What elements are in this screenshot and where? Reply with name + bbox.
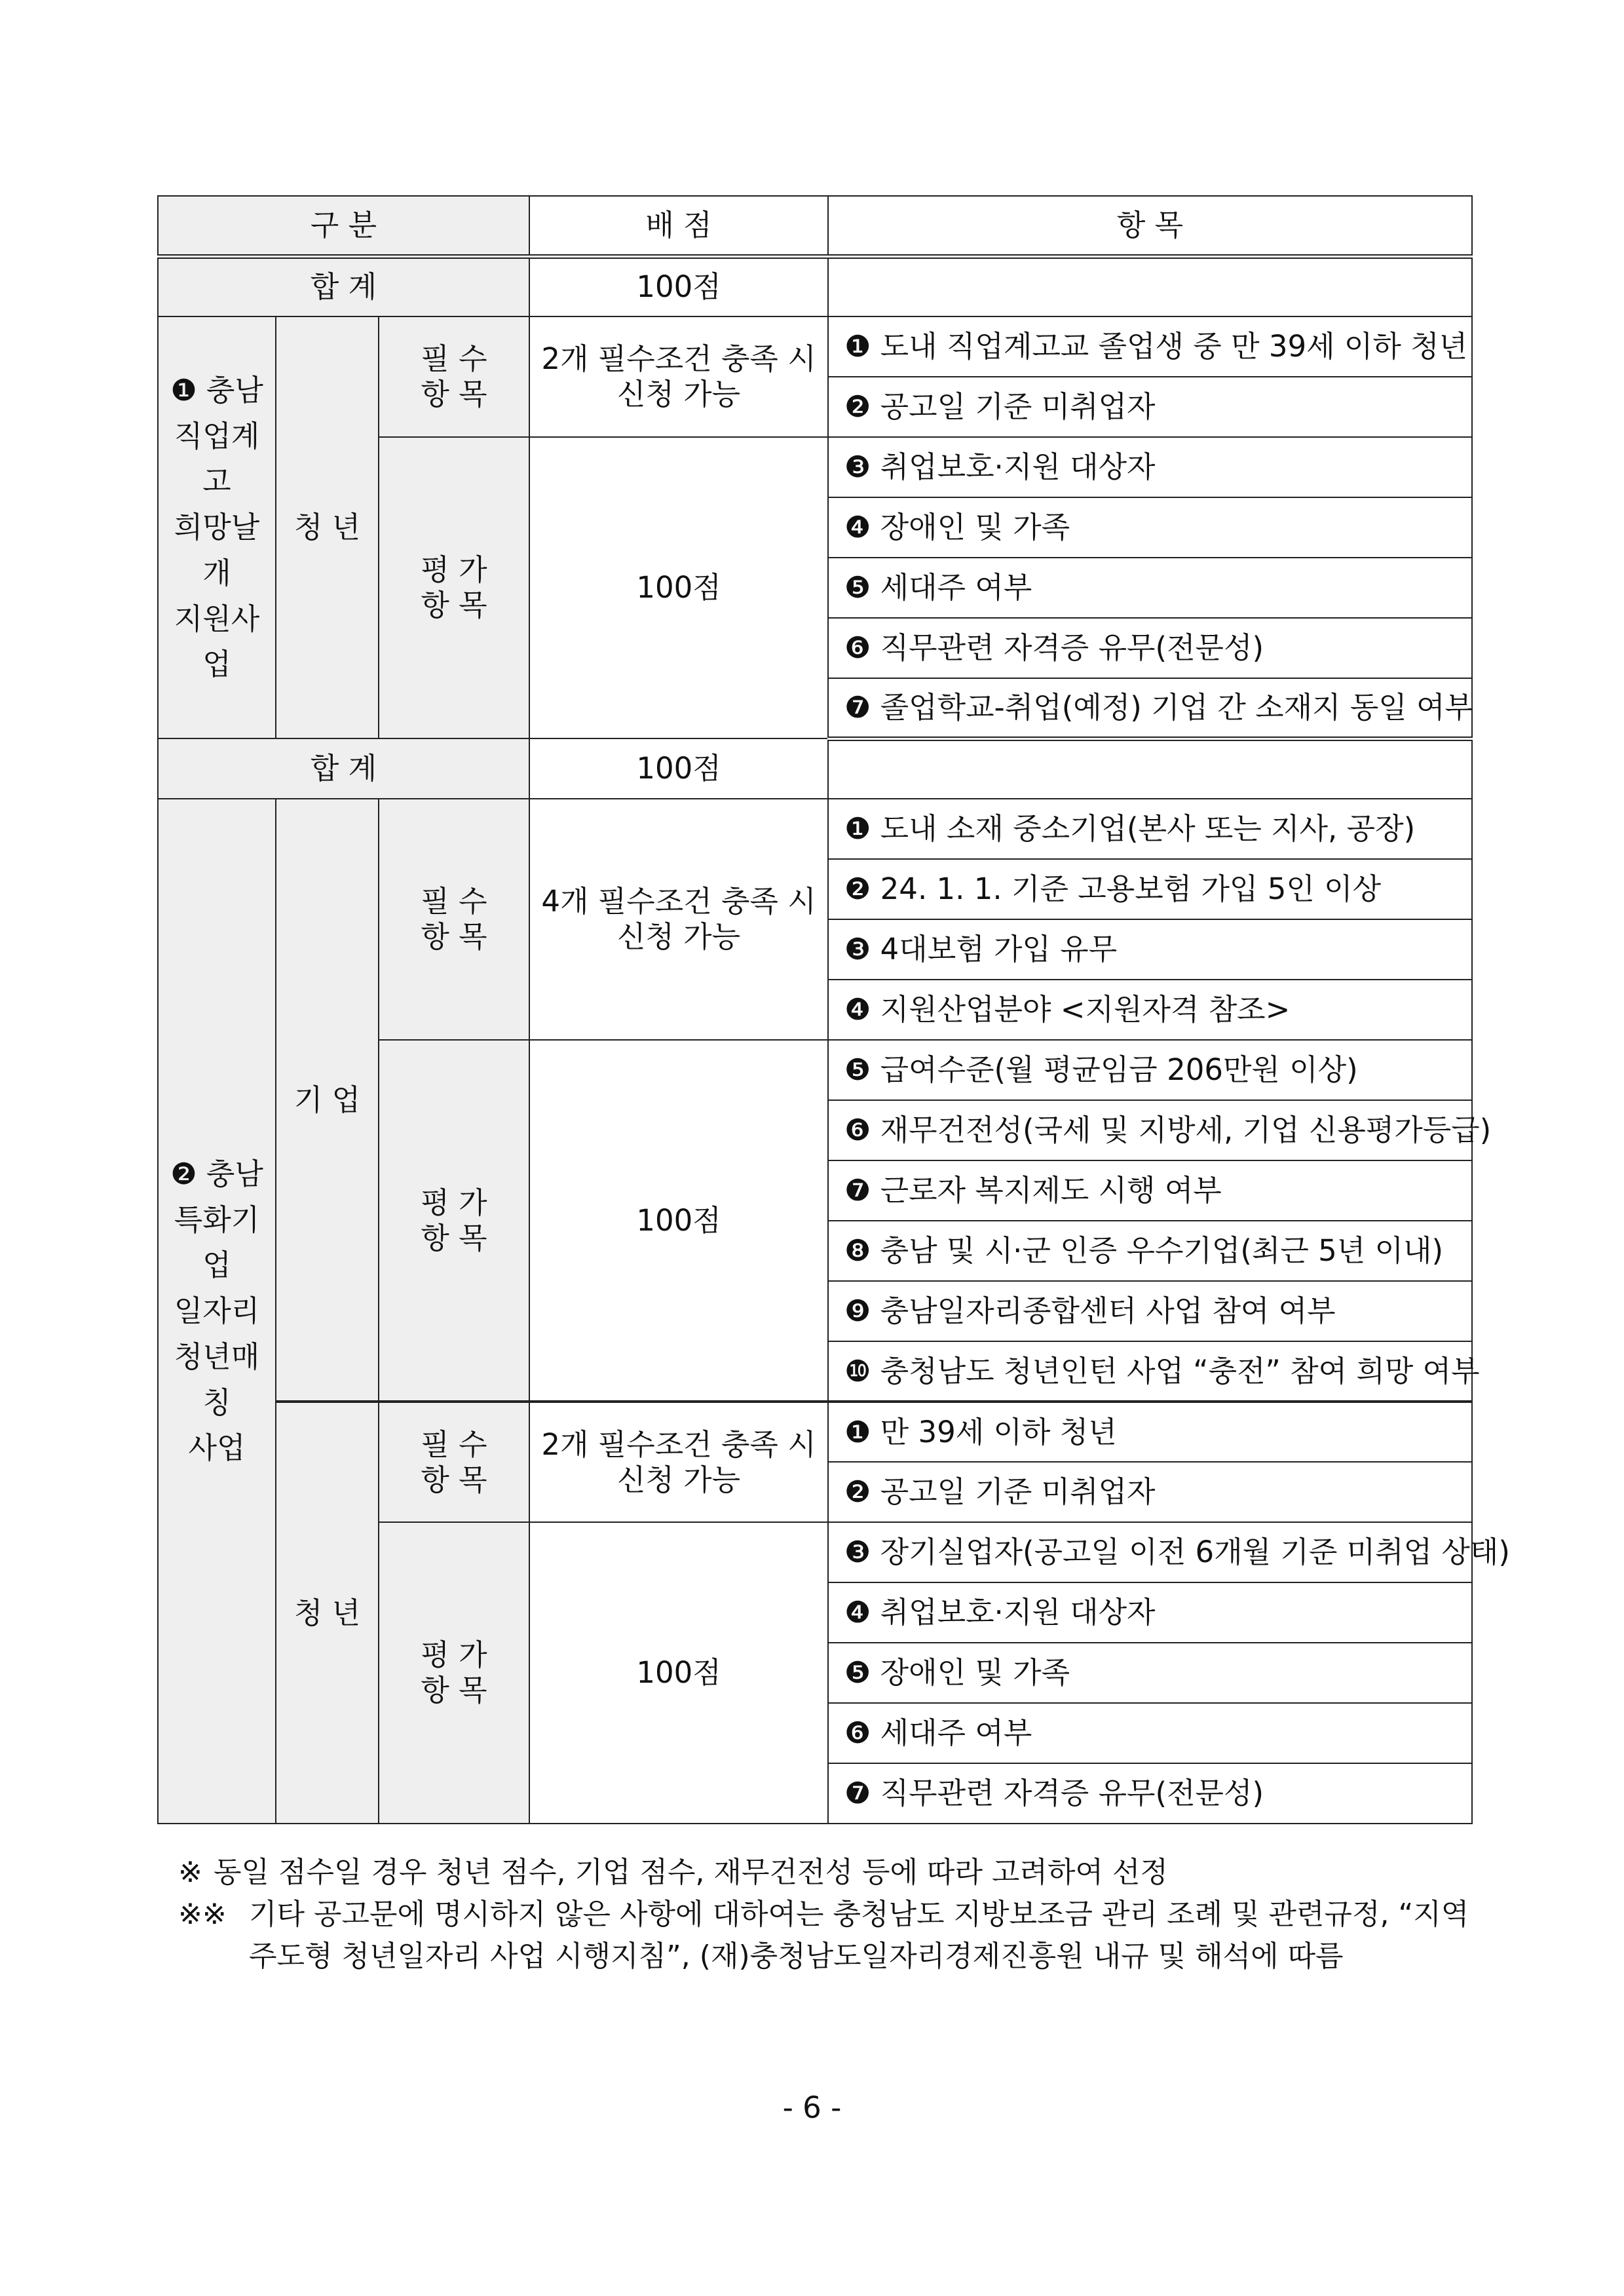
section1-required-label: 필 수 항 목: [379, 316, 529, 437]
criteria-item: ❿ 충청남도 청년인턴 사업 “충전” 참여 희망 여부: [828, 1341, 1472, 1402]
section1-total-row: [158, 256, 1472, 316]
section2-youth-required-label: 필 수 항 목: [379, 1402, 529, 1522]
section2-youth-target: 청 년: [276, 1402, 379, 1824]
section2-company-required-score: 4개 필수조건 충족 시 신청 가능: [529, 799, 828, 1040]
section2-youth-evaluation-label: 평 가 항 목: [379, 1522, 529, 1824]
criteria-item: ❺ 급여수준(월 평균임금 206만원 이상): [828, 1040, 1472, 1100]
footnotes: [178, 1852, 1475, 1978]
section1-required-score: 2개 필수조건 충족 시 신청 가능: [529, 316, 828, 437]
criteria-item: ❼ 직무관련 자격증 유무(전문성): [828, 1763, 1472, 1824]
criteria-item: ❻ 재무건전성(국세 및 지방세, 기업 신용평가등급): [828, 1100, 1472, 1160]
header-category: 구 분: [158, 196, 529, 256]
section1-program-text: ❶ 충남 직업계고 희망날개 지원사업: [170, 372, 263, 682]
section1-evaluation-score: 100점: [529, 437, 828, 738]
criteria-item: ❺ 세대주 여부: [828, 558, 1472, 618]
criteria-item: ❹ 장애인 및 가족: [828, 497, 1472, 558]
criteria-item: ❻ 세대주 여부: [828, 1703, 1472, 1763]
criteria-item: ❺ 장애인 및 가족: [828, 1643, 1472, 1703]
section1-program: [158, 316, 276, 738]
section2-company-target: 기 업: [276, 799, 379, 1402]
header-score: 배 점: [529, 196, 828, 256]
table-row: [158, 799, 1472, 859]
section2-total-label: 합 계: [158, 738, 529, 799]
section1-total-label: 합 계: [158, 256, 529, 316]
section2-company-evaluation-score: 100점: [529, 1040, 828, 1402]
section2-total-score: 100점: [529, 738, 828, 799]
section1-target: 청 년: [276, 316, 379, 738]
section2-company-required-label: 필 수 항 목: [379, 799, 529, 1040]
section1-total-empty: [828, 256, 1472, 316]
footnote-text: 기타 공고문에 명시하지 않은 사항에 대하여는 충청남도 지방보조금 관리 조례 및 관련규정, “지역주도형 청년일자리 사업 시행지침”, (재)충청남도일자리경제진흥원 내규 및 해석에 따름: [249, 1898, 1469, 1973]
header-items: 항 목: [828, 196, 1472, 256]
table-row: [158, 316, 1472, 377]
section2-program-text: ❷ 충남 특화기업 일자리 청년매칭 사업: [170, 1156, 263, 1466]
criteria-item: ❼ 졸업학교-취업(예정) 기업 간 소재지 동일 여부: [828, 678, 1472, 738]
criteria-item: ❽ 충남 및 시·군 인증 우수기업(최근 5년 이내): [828, 1221, 1472, 1281]
section2-program: [158, 799, 276, 1824]
criteria-item: ❶ 도내 소재 중소기업(본사 또는 지사, 공장): [828, 799, 1472, 859]
section2-company-evaluation-label: 평 가 항 목: [379, 1040, 529, 1402]
section2-youth-required-score: 2개 필수조건 충족 시 신청 가능: [529, 1402, 828, 1522]
footnote: [178, 1894, 1475, 1978]
section2-total-row: [158, 738, 1472, 799]
footnote-mark: ※※: [178, 1898, 227, 1931]
criteria-item: ❷ 24. 1. 1. 기준 고용보험 가입 5인 이상: [828, 859, 1472, 919]
page-number: - 6 -: [782, 2090, 842, 2125]
criteria-item: ❶ 도내 직업계고교 졸업생 중 만 39세 이하 청년: [828, 316, 1472, 377]
table-row: [158, 1402, 1472, 1462]
criteria-item: ❹ 취업보호·지원 대상자: [828, 1582, 1472, 1643]
section2-youth-evaluation-score: 100점: [529, 1522, 828, 1824]
scoring-table: [157, 195, 1510, 1824]
criteria-item: ❹ 지원산업분야 <지원자격 참조>: [828, 980, 1472, 1040]
criteria-item: ❸ 장기실업자(공고일 이전 6개월 기준 미취업 상태): [828, 1522, 1472, 1582]
section1-total-score: 100점: [529, 256, 828, 316]
criteria-item: ❷ 공고일 기준 미취업자: [828, 377, 1472, 437]
criteria-item: ❾ 충남일자리종합센터 사업 참여 여부: [828, 1281, 1472, 1341]
table-header-row: [158, 196, 1472, 256]
criteria-item: ❻ 직무관련 자격증 유무(전문성): [828, 618, 1472, 678]
criteria-item: ❸ 취업보호·지원 대상자: [828, 437, 1472, 497]
criteria-item: ❷ 공고일 기준 미취업자: [828, 1462, 1472, 1522]
footnote: [178, 1852, 1475, 1894]
footnote-mark: ※: [178, 1856, 202, 1889]
footnote-text: 동일 점수일 경우 청년 점수, 기업 점수, 재무건전성 등에 따라 고려하여 선정: [214, 1856, 1168, 1889]
criteria-item: ❸ 4대보험 가입 유무: [828, 919, 1472, 980]
section1-evaluation-label: 평 가 항 목: [379, 437, 529, 738]
criteria-item: ❼ 근로자 복지제도 시행 여부: [828, 1160, 1472, 1221]
section2-total-empty: [828, 738, 1472, 799]
criteria-item: ❶ 만 39세 이하 청년: [828, 1402, 1472, 1462]
